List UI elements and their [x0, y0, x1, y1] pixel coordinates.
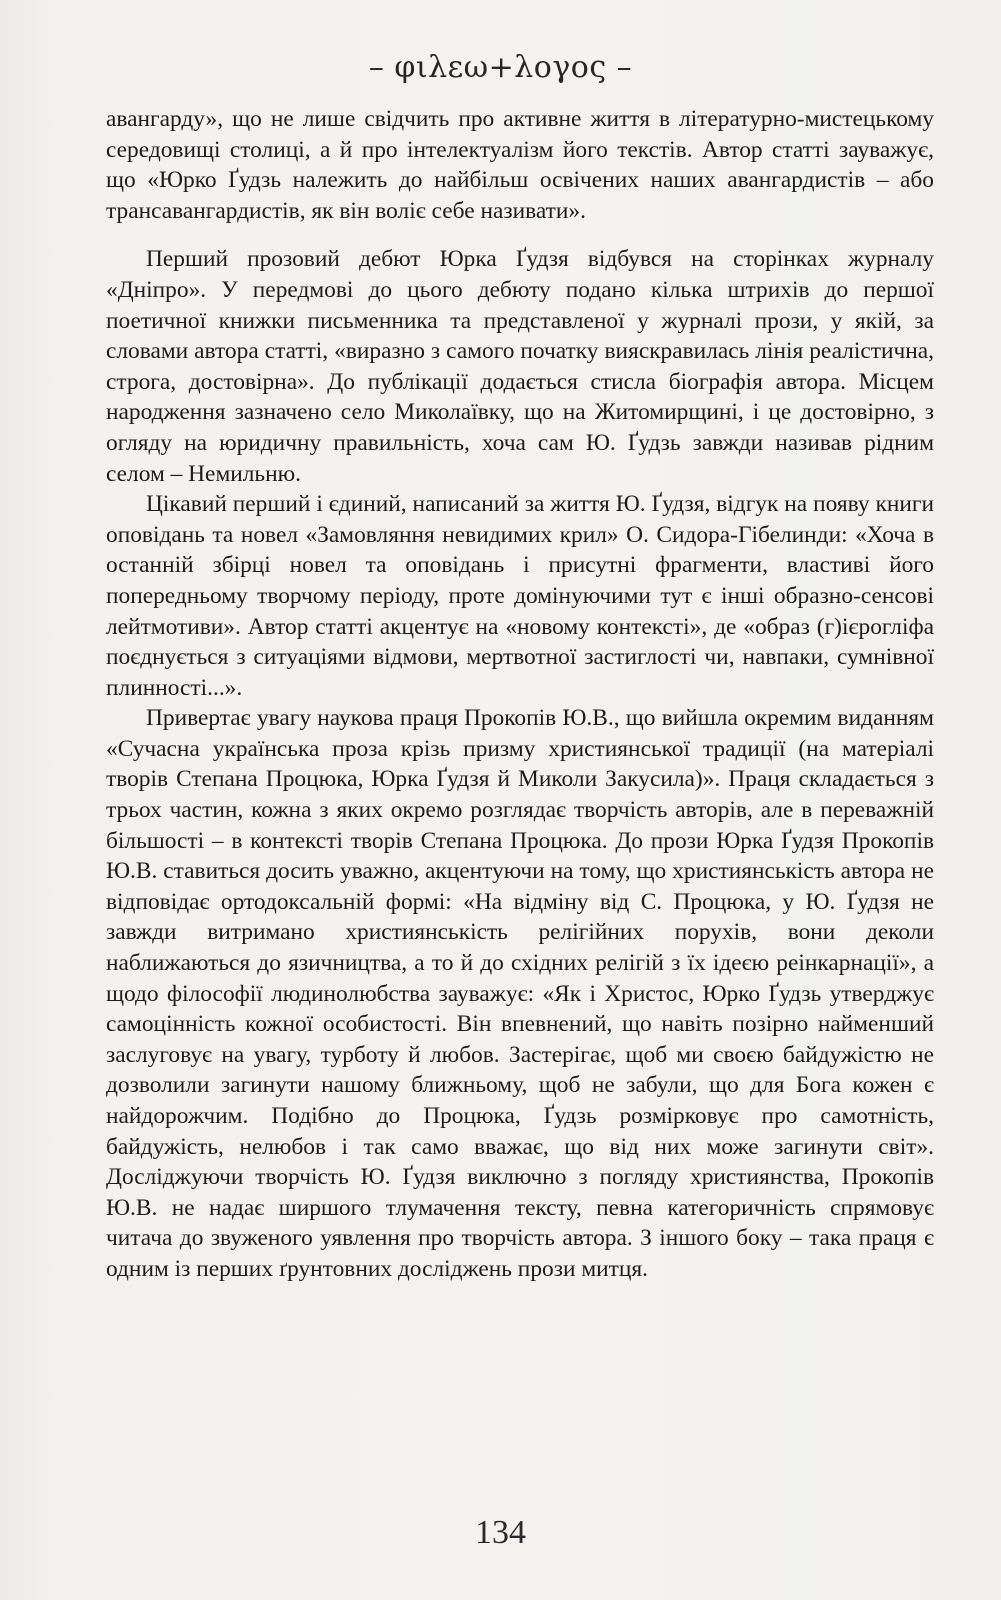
page-number: 134 — [475, 1514, 526, 1551]
running-title: – φιλεω+λογος – — [368, 50, 633, 85]
paragraph-prokopiv-study: Привертає увагу наукова праця Прокопів Ю.В., що вийшла окремим виданням «Сучасна українська проза крізь призму християнської традиції (на матеріалі творів Степана Процюка, Юрка Ґудзя й Миколи Закусила)». Праця складається з трьох частин, кожна з яких окремо розглядає творчість авторів, але в переважній більшості – в контексті творів Степана Процюка. До прози Юрка Ґудзя Прокопів Ю.В. ставиться досить уважно, акцентуючи на тому, що християнськість автора не відповідає ортодоксальній формі: «На відміну від С. Процюка, у Ю. Ґудзя не завжди витримано християнськість релігійних поруxів, вони деколи наближаються до язичництва, а то й до східних релігій з їх ідеєю реінкарнації», а щодо філософії людинолюбства зауважує: «Як і Христос, Юрко Ґудзь утверджує самоцінність кожної особистості. Він впевнений, що навіть позірно найменший заслуговує на увагу, турботу й любов. Застерігає, щоб ми своєю байдужістю не дозволили загинути нашому ближньому, щоб не забули, що для Бога кожен є найдорожчим. Подібно до Процюка, Ґудзь розмірковує про самотність, байдужість, нелюбов і так само вважає, що від них може загинути світ». Досліджуючи творчість Ю. Ґудзя виключно з погляду християнства, Прокопів Ю.В. не надає ширшого тлумачення тексту, певна категоричність спрямовує читача до звуженого уявлення про творчість автора. З іншого боку – така праця є одним із перших ґрунтовних досліджень прози митця. — [106, 705, 934, 1282]
main-text — [106, 104, 934, 1285]
paragraph-dnipro-debut: Перший прозовий дебют Юрка Ґудзя відбувся на сторінках журналу «Дніпро». У передмові до цього дебюту подано кілька штрихів до першої поетичної книжки письменника та представленої у журналі прози, у якій, за словами автора статті, «виразно з самого початку вияскравилась лінія реалістична, строга, достовірна». До публікації додається стисла біографія автора. Місцем народження зазначено село Миколаївку, що на Житомирщині, і це достовірно, з огляду на юридичну правильність, хоча сам Ю. Ґудзь завжди називав рідним селом – Немильню. — [106, 246, 934, 487]
paragraph-review: Цікавий перший і єдиний, написаний за життя Ю. Ґудзя, відгук на появу книги оповідань та новел «Замовляння невидимих крил» О. Сидора-Гібелинди: «Хоча в останній збірці новел та оповідань і присутні фрагменти, властиві його попередньому творчому періоду, проте домінуючими тут є інші образно-сенсові лейтмотиви». Автор статті акцентує на «новому контексті», де «образ (г)ієрогліфа поєднується з ситуаціями відмови, мертвотної застиглості чи, навпаки, сумнівної плинності...». — [106, 491, 934, 701]
paragraph-continued: авангарду», що не лише свідчить про активне життя в літературно-мистецькому середовищі столиці, а й про інтелектуалізм його текстів. Автор статті зауважує, що «Юрко Ґудзь належить до найбільш освічених наших авангардистів – або трансавангардистів, як він воліє себе називати». — [106, 106, 934, 224]
